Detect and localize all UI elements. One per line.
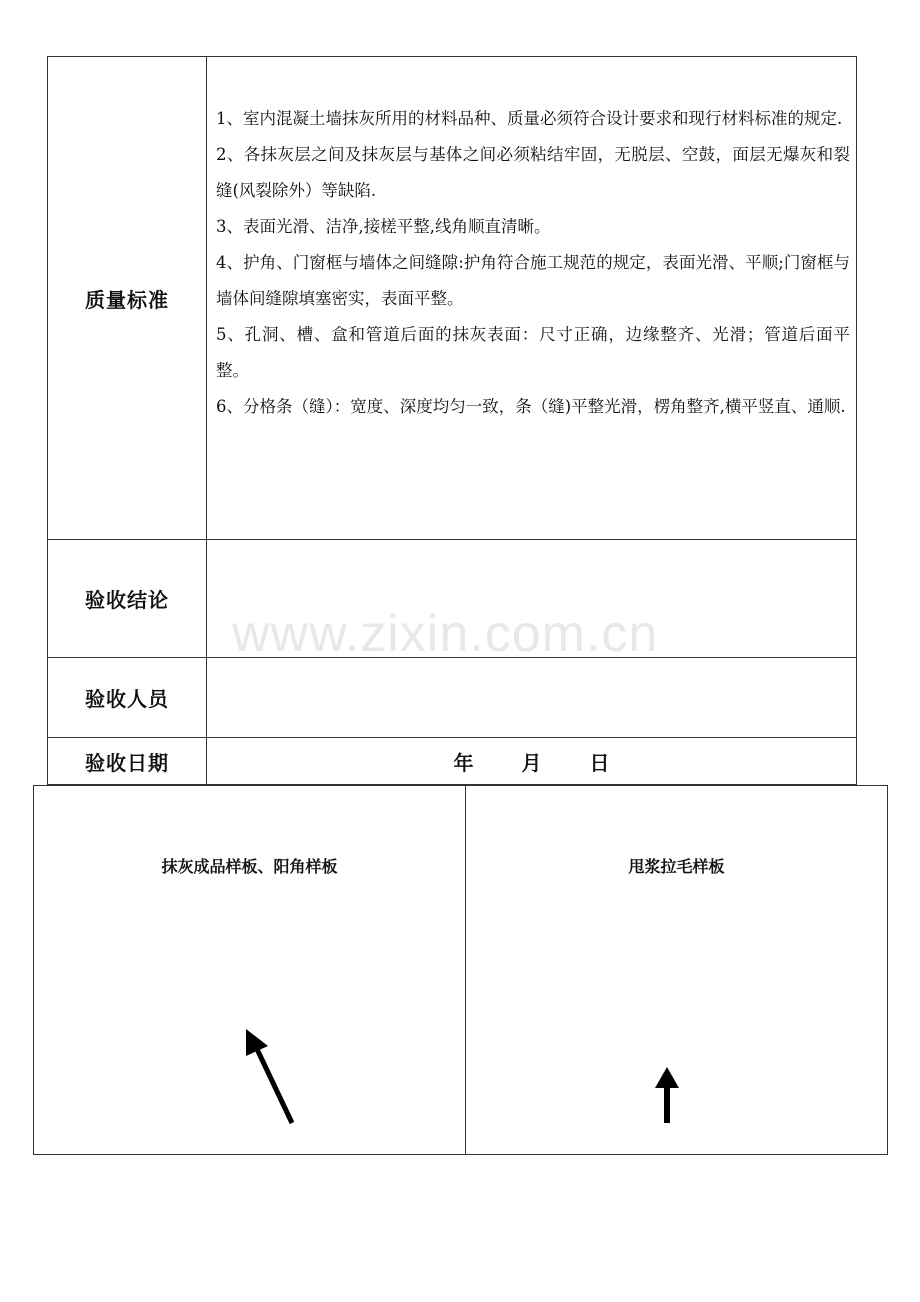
row-acceptance-personnel [48,657,856,738]
date-cell[interactable] [207,737,856,785]
date-year-label: 年 [453,750,474,775]
quality-standard-list [216,101,850,425]
row-acceptance-date [48,737,856,785]
standard-item: 6、分格条（缝）：宽度、深度均匀一致，条（缝)平整光滑，楞角整齐,横平竖直、通顺. [216,397,846,416]
date-month-label: 月 [521,750,542,775]
arrow-up-icon [654,1066,680,1126]
watermark: www.zixin.com.cn [232,605,659,663]
row-label: 验收结论 [48,539,207,657]
row-acceptance-conclusion [48,539,856,658]
row-label: 质量标准 [48,57,207,539]
standard-item: 2、各抹灰层之间及抹灰层与基体之间必须粘结牢固，无脱层、空鼓，面层无爆灰和裂缝(风裂除外）等缺陷. [216,145,850,200]
row-label: 验收日期 [48,737,207,785]
sample-panel-title: 抹灰成品样板、阳角样板 [161,857,338,876]
personnel-cell[interactable] [207,657,856,737]
arrow-up-left-icon [234,1021,314,1131]
inspection-table [47,56,857,785]
standard-item: 1、室内混凝土墙抹灰所用的材料品种、质量必须符合设计要求和现行材料标准的规定. [216,109,843,128]
row-label: 验收人员 [48,657,207,737]
sample-panel-title: 甩浆拉毛样板 [628,857,725,876]
standard-item: 4、护角、门窗框与墙体之间缝隙:护角符合施工规范的规定，表面光滑、平顺;门窗框与墙体间缝隙填塞密实，表面平整。 [216,253,850,308]
date-fields [207,737,856,785]
conclusion-cell[interactable] [207,539,856,657]
date-day-label: 日 [589,750,610,775]
sample-board-table [33,785,888,1155]
standard-item: 5、孔洞、槽、盒和管道后面的抹灰表面：尺寸正确，边缘整齐、光滑；管道后面平整。 [216,325,850,380]
sample-panel-right [466,786,887,1154]
standard-item: 3、表面光滑、洁净,接槎平整,线角顺直清晰。 [216,217,551,236]
sample-panel-left [34,786,466,1154]
